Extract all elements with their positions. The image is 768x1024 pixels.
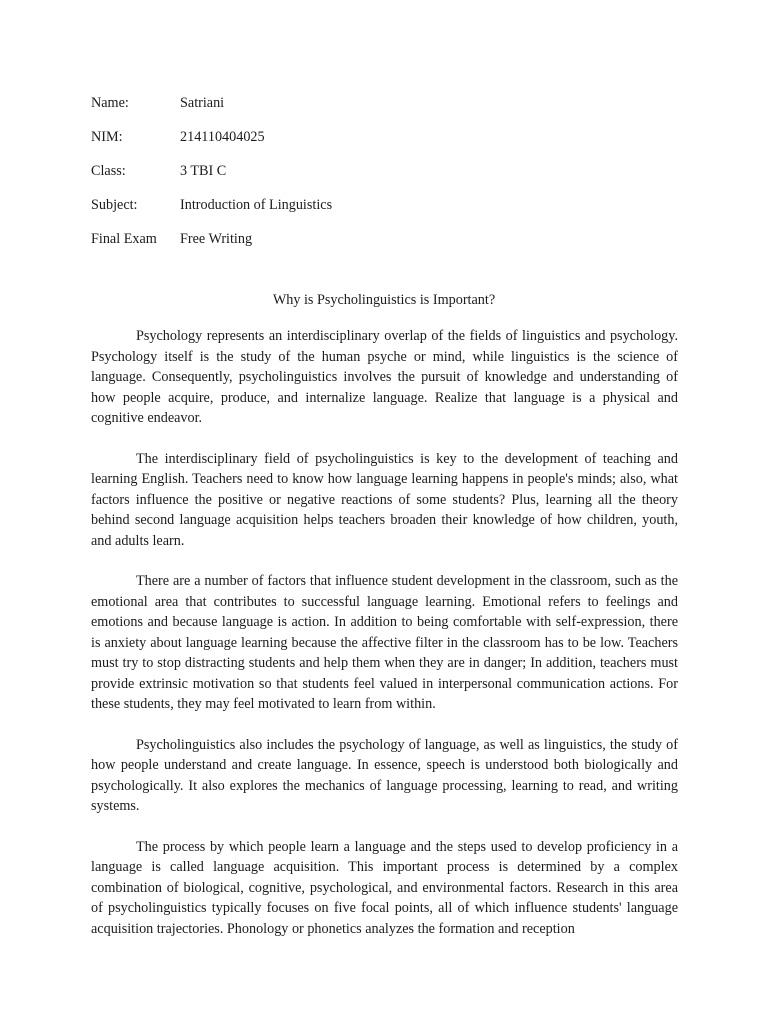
info-label: Final Exam	[91, 231, 157, 247]
paragraph: Psychology represents an interdisciplinary overlap of the fields of linguistics and psychology. Psychology itself is the study of the human psyche or mind, while linguistics is the science of language. Consequently, psycholinguistics involves the pursuit of knowledge and understanding of how people acquire, produce, and internalize language. Realize that language is a physical and cognitive endeavor.	[91, 328, 678, 426]
info-value: 214110404025	[180, 129, 265, 145]
essay-body	[91, 326, 678, 959]
paragraph: Psycholinguistics also includes the psychology of language, as well as linguistics, the study of how people understand and create language. In essence, speech is understood both biologically and psychologically. It also explores the mechanics of language processing, learning to read, and writing systems.	[91, 736, 678, 814]
info-value: Free Writing	[180, 231, 253, 247]
info-value: Satriani	[180, 95, 225, 111]
paragraph: The process by which people learn a language and the steps used to develop proficiency in a language is called language acquisition. This important process is determined by a complex combination of biological, cognitive, psychological, and environmental factors. Research in this area of psycholinguistics typically focuses on five focal points, all of which influence students' language acquisition trajectories. Phonology or phonetics analyzes the formation and reception	[91, 838, 678, 937]
info-value: 3 TBI C	[180, 163, 227, 179]
info-label: Class:	[91, 163, 126, 179]
paragraph: The interdisciplinary field of psycholinguistics is key to the development of teaching and learning English. Teachers need to know how language learning happens in people's minds; also, what factors influence the positive or negative reactions of some students? Plus, learning all the theory behind second language acquisition helps teachers broaden their knowledge of how children, youth, and adults learn.	[91, 450, 678, 549]
info-label: Name:	[91, 95, 129, 111]
info-label: NIM:	[91, 129, 123, 145]
essay-title: Why is Psycholinguistics is Important?	[272, 292, 496, 308]
paragraph: There are a number of factors that influence student development in the classroom, such as the emotional area that contributes to successful language learning. Emotional refers to feelings and emotions and because language is action. In addition to being comfortable with self-expression, there is anxiety about language learning because the affective filter in the classroom has to be low. Teachers must try to stop distracting students and help them when they are in danger; In addition, teachers must provide extrinsic motivation so that students feel valued in interpersonal communication actions. For these students, they may feel motivated to learn from within.	[91, 573, 678, 712]
info-label: Subject:	[91, 197, 138, 213]
info-value: Introduction of Linguistics	[180, 197, 333, 213]
